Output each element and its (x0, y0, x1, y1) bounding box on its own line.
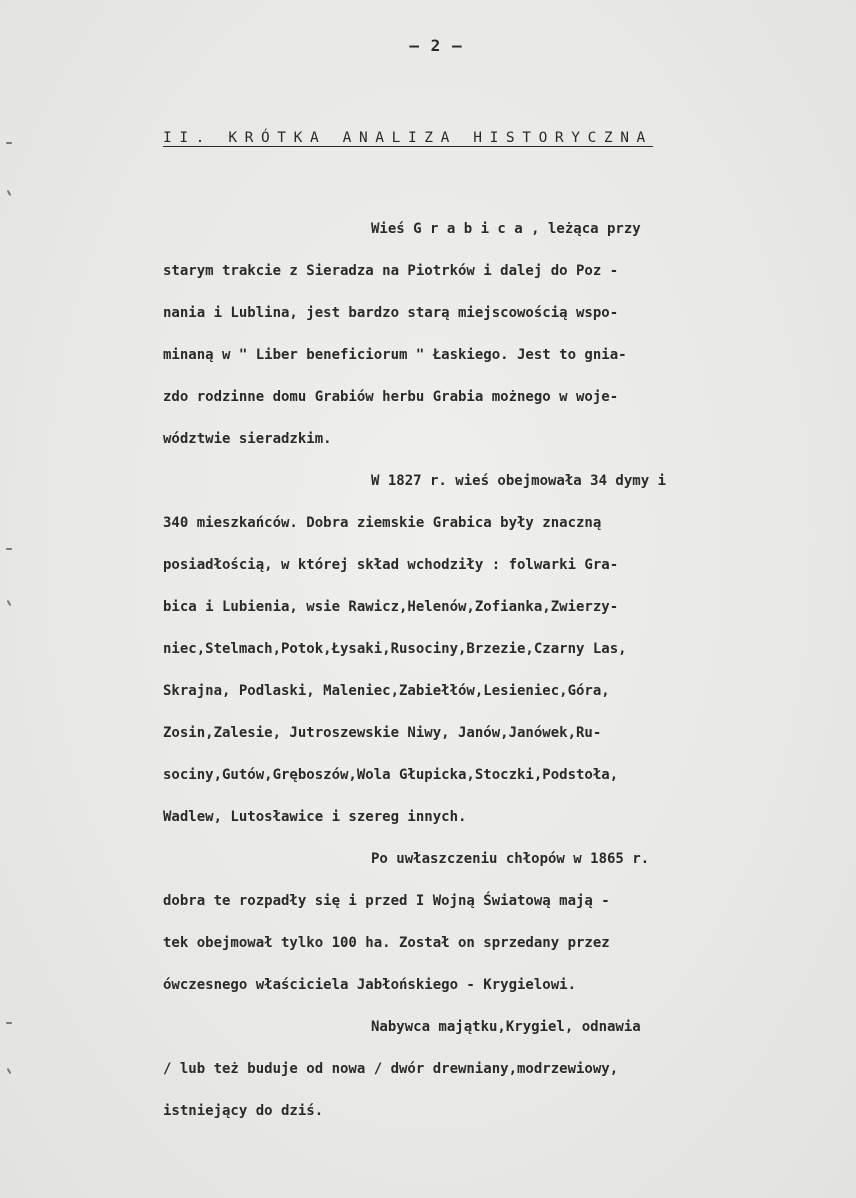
margin-mark (6, 548, 12, 550)
text-line: Wieś G r a b i c a , leżąca przy (371, 221, 641, 237)
text-line: istniejący do dziś. (163, 1103, 324, 1119)
text-line: ówczesnego właściciela Jabłońskiego - Krygielowi. (163, 977, 577, 993)
text-line: Zosin,Zalesie, Jutroszewskie Niwy, Janów,Janówek,Ru- (163, 725, 602, 741)
text-line: dobra te rozpadły się i przed I Wojną Światową mają - (163, 893, 610, 909)
margin-mark (7, 1068, 12, 1074)
text-line: zdo rodzinne domu Grabiów herbu Grabia możnego w woje- (163, 389, 619, 405)
text-line: Nabywca majątku,Krygiel, odnawia (371, 1019, 641, 1035)
margin-mark (7, 190, 12, 196)
text-line: W 1827 r. wieś obejmowała 34 dymy i (371, 473, 667, 489)
text-line: niec,Stelmach,Potok,Łysaki,Rusociny,Brzezie,Czarny Las, (163, 641, 627, 657)
text-line: 340 mieszkańców. Dobra ziemskie Grabica były znaczną (163, 515, 602, 531)
text-line: tek obejmował tylko 100 ha. Został on sprzedany przez (163, 935, 610, 951)
text-line: minaną w " Liber beneficiorum " Łaskiego. Jest to gnia- (163, 347, 627, 363)
text-line: Wadlew, Lutosławice i szereg innych. (163, 809, 467, 825)
margin-mark (6, 142, 12, 144)
margin-mark (6, 1022, 12, 1024)
text-line: / lub też buduje od nowa / dwór drewniany,modrzewiowy, (163, 1061, 619, 1077)
text-line: posiadłością, w której skład wchodziły : folwarki Gra- (163, 557, 619, 573)
text-line: sociny,Gutów,Gręboszów,Wola Głupicka,Stoczki,Podstoła, (163, 767, 619, 783)
text-line: Skrajna, Podlaski, Maleniec,Zabiełłów,Lesieniec,Góra, (163, 683, 610, 699)
body-text (163, 208, 783, 1132)
text-line: nania i Lublina, jest bardzo starą miejscowością wspo- (163, 305, 619, 321)
section-heading: II. KRÓTKA ANALIZA HISTORYCZNA (163, 130, 653, 146)
text-line: bica i Lubienia, wsie Rawicz,Helenów,Zofianka,Zwierzy- (163, 599, 619, 615)
text-line: wództwie sieradzkim. (163, 431, 332, 447)
margin-mark (7, 600, 12, 606)
text-line: starym trakcie z Sieradza na Piotrków i dalej do Poz - (163, 263, 619, 279)
page-number: — 2 — (409, 36, 463, 55)
text-line: Po uwłaszczeniu chłopów w 1865 r. (371, 851, 650, 867)
